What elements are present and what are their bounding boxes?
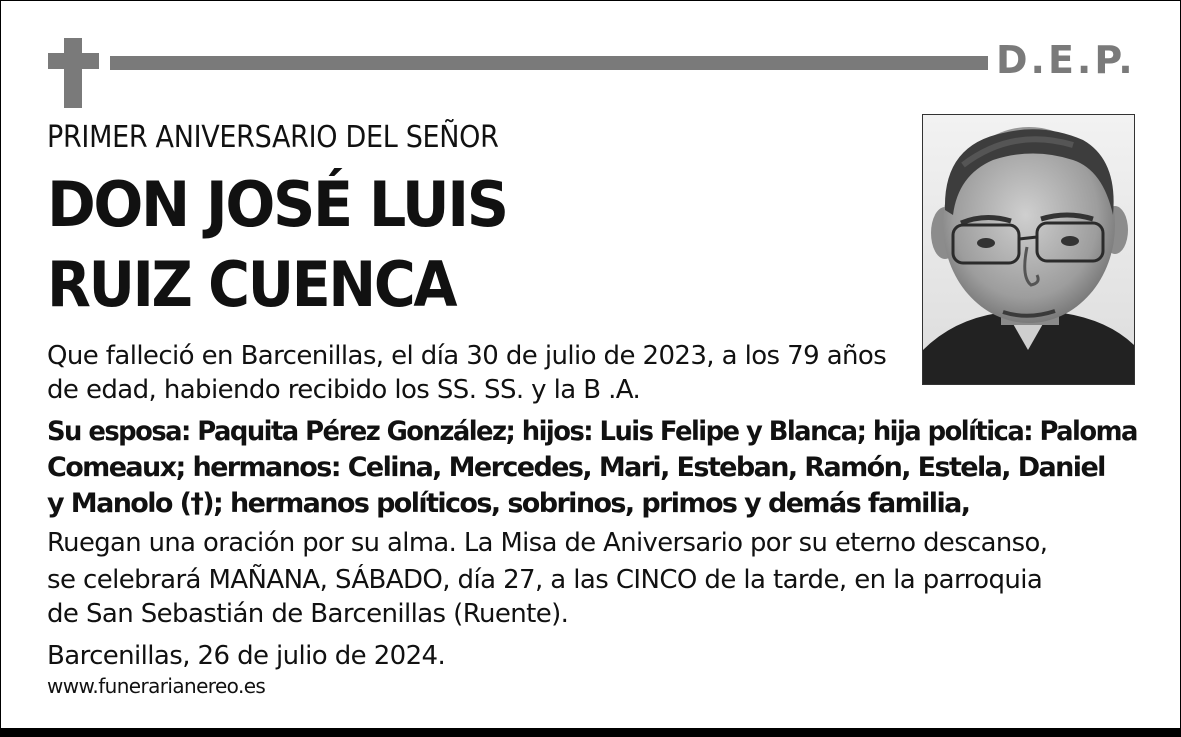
mass-line2: se celebrará MAÑANA, SÁBADO, día 27, a las CINCO de la tarde, en la parroquia [47,565,1043,595]
deceased-name-line2: RUIZ CUENCA [47,248,456,321]
mass-line1: Ruegan una oración por su alma. La Misa de Aniversario por su eterno descanso, [47,528,1048,558]
anniversary-subtitle: PRIMER ANIVERSARIO DEL SEÑOR [47,120,499,155]
cross-icon [64,38,82,108]
header-rule [110,56,988,70]
family-line3: y Manolo (†); hermanos políticos, sobrinos, primos y demás familia, [47,488,970,519]
dep-label: D.E.P. [996,38,1136,82]
place-date: Barcenillas, 26 de julio de 2024. [47,641,446,671]
portrait-photo [922,114,1135,385]
cross-icon-bar [48,53,99,69]
mass-line3: de San Sebastián de Barcenillas (Ruente). [47,599,569,629]
deceased-name-line1: DON JOSÉ LUIS [47,168,507,241]
website-link[interactable]: www.funerarianereo.es [47,674,266,698]
family-line2: Comeaux; hermanos: Celina, Mercedes, Mari, Esteban, Ramón, Estela, Daniel [47,452,1105,483]
portrait-illustration [923,115,1134,384]
death-info-line1: Que falleció en Barcenillas, el día 30 de julio de 2023, a los 79 años [47,341,887,371]
family-line1: Su esposa: Paquita Pérez González; hijos: Luis Felipe y Blanca; hija política: Paloma [47,416,1137,447]
death-info-line2: de edad, habiendo recibido los SS. SS. y la B .A. [47,375,641,405]
bottom-border [0,728,1181,737]
